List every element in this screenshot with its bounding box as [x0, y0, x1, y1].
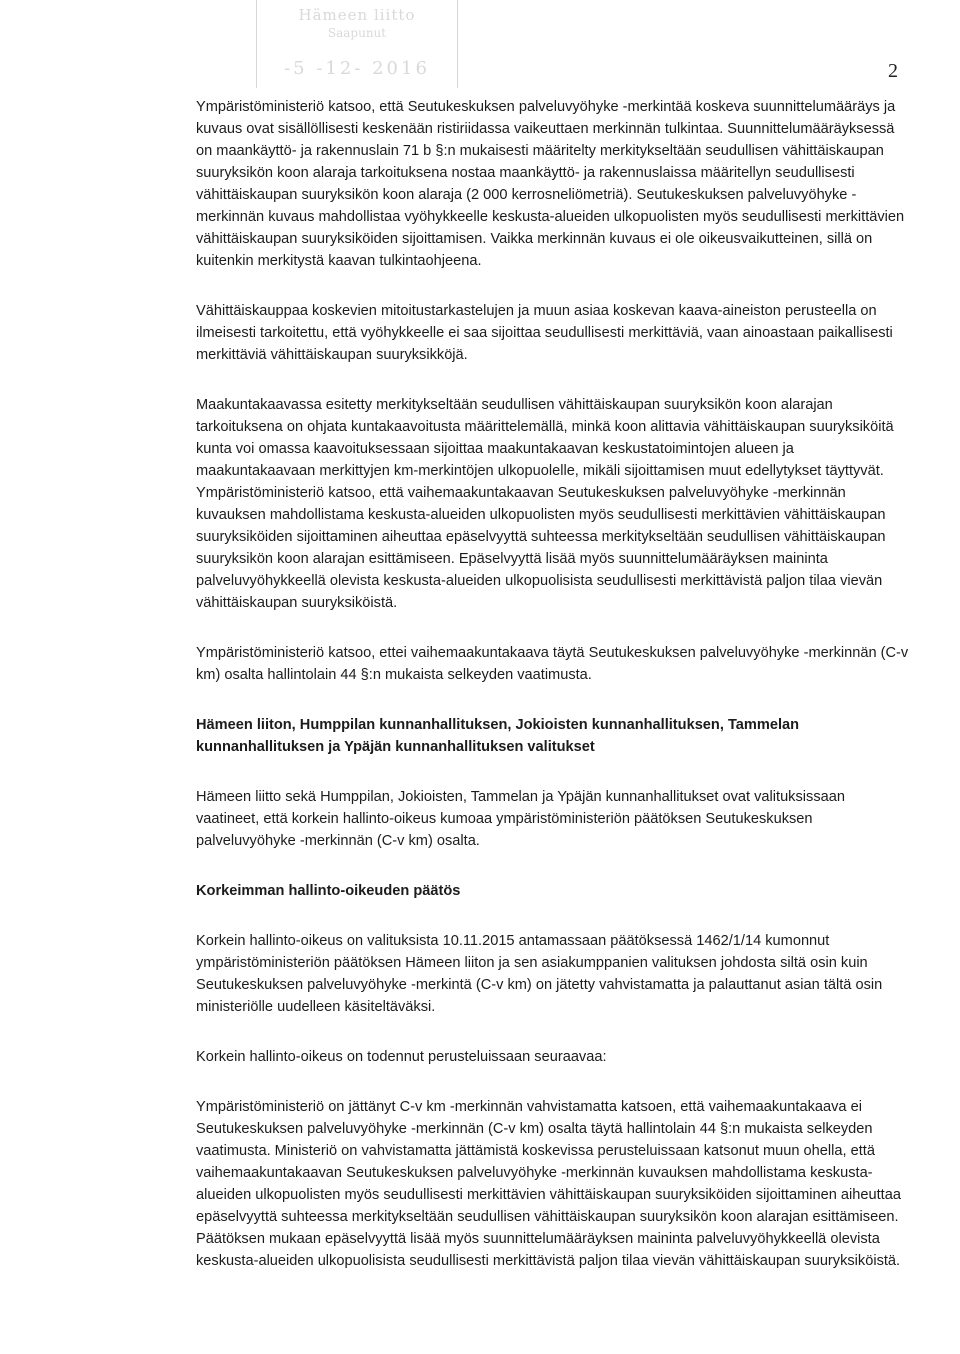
- paragraph: Ympäristöministeriö on jättänyt C-v km -merkinnän vahvistamatta katsoen, että vaihemaakuntakaava ei Seutukeskuksen palveluvyöhyke -merkinnän (C-v km) osalta täytä hallintolain 44 §:n mukaista selkeyden vaatimusta. Ministeriö on vahvistamatta jättämistä koskevissa perusteluissaan katsonut muun ohella, että vaihemaakuntakaavan Seutukeskuksen palveluvyöhyke -merkinnän kuvauksen mahdollistama keskusta-alueiden ulkopuolisten myös seudullisesti merkittävien vähittäiskaupan suuryksiköiden sijoittaminen aiheuttaa epäselvyyttä suhteessa merkitykseltään seudullisen vähittäiskaupan suuryksikön koon alarajan esittämiseen. Päätöksen mukaan epäselvyyttä lisää myös suunnittelumääräyksen maininta palveluvyöhykkeellä olevista keskusta-alueiden ulkopuolisista seudullisesti merkittävistä paljon tilaa vievän vähittäiskaupan suuryksiköistä.: [196, 1099, 901, 1269]
- paragraph: Ympäristöministeriö katsoo, ettei vaihemaakuntakaava täytä Seutukeskuksen palveluvyöhyke -merkinnän (C-v km) osalta hallintolain 44 §:n mukaista selkeyden vaatimusta.: [196, 645, 909, 683]
- paragraph: Ympäristöministeriö katsoo, että Seutukeskuksen palveluvyöhyke -merkintää koskeva suunnittelumääräys ja kuvaus ovat sisällöllisesti keskenään ristiriidassa vaikeuttaen merkinnän tulkintaa. Suunnittelumääräyksessä on maankäyttö- ja rakennuslain 71 b §:n mukaisesti määritelty merkitykseltään seudullisen vähittäiskaupan suuryksikön koon alaraja tarkoituksena nostaa maankäyttö- ja rakennuslaissa määritellyn seudullisesti vähittäiskaupan suuryksikön koon alaraja (2 000 kerrosneliömetriä). Seutukeskuksen palveluvyöhyke -merkinnän kuvaus mahdollistaa vyöhykkeelle keskusta-alueiden ulkopuolisten myös seudullisesti merkittävien vähittäiskaupan suuryksiköiden sijoittamisen. Vaikka merkinnän kuvaus ei ole oikeusvaikutteinen, sillä on kuitenkin merkitystä kaavan tulkintaohjeena.: [196, 99, 905, 269]
- received-stamp: [256, 0, 458, 88]
- paragraph: Vähittäiskauppaa koskevien mitoitustarkastelujen ja muun asiaa koskevan kaava-aineiston perusteella on ilmeisesti tarkoitettu, että vyöhykkeelle ei saa sijoittaa seudullisesti merkittäviä, vaan ainoastaan paikallisesti merkittäviä vähittäiskaupan suuryksikköjä.: [196, 303, 893, 363]
- paragraph: Hämeen liitto sekä Humppilan, Jokioisten, Tammelan ja Ypäjän kunnanhallitukset ovat valituksissaan vaatineet, että korkein hallinto-oikeus kumoaa ympäristöministeriön päätöksen Seutukeskuksen palveluvyöhyke -merkinnän (C-v km) osalta.: [196, 789, 845, 849]
- paragraph: Korkein hallinto-oikeus on todennut perusteluissaan seuraavaa:: [196, 1049, 607, 1065]
- section-heading: Korkeimman hallinto-oikeuden päätös: [196, 883, 461, 899]
- stamp-organization: Hämeen liitto: [298, 6, 416, 24]
- stamp-date: -5 -12- 2016: [284, 58, 430, 79]
- document-body: [196, 96, 912, 1300]
- page-number: 2: [888, 60, 898, 82]
- paragraph: Korkein hallinto-oikeus on valituksista 10.11.2015 antamassaan päätöksessä 1462/1/14 kumonnut ympäristöministeriön päätöksen Hämeen liiton ja sen asiakumppanien valituksen johdosta siltä osin kuin Seutukeskuksen palveluvyöhyke -merkintä (C-v km) on jätetty vahvistamatta ja palauttanut asian tältä osin ministeriölle uudelleen käsiteltäväksi.: [196, 933, 883, 1015]
- paragraph: Maakuntakaavassa esitetty merkitykseltään seudullisen vähittäiskaupan suuryksikön koon alarajan tarkoituksena on ohjata kuntakaavoitusta määrittelemällä, minkä koon alittavia vähittäiskaupan suuryksiköitä kunta voi omassa kaavoituksessaan sijoittaa maakuntakaavan keskustatoimintojen alueen ja maakuntakaavaan merkittyjen km-merkintöjen ulkopuolelle, mikäli sijoittamisen muut edellytykset täyttyvät. Ympäristöministeriö katsoo, että vaihemaakuntakaavan Seutukeskuksen palveluvyöhyke -merkinnän kuvauksen mahdollistama keskusta-alueiden ulkopuolisten myös seudullisesti merkittävien vähittäiskaupan suuryksiköiden sijoittaminen aiheuttaa epäselvyyttä suhteessa merkitykseltään seudullisen vähittäiskaupan suuryksikön koon alarajan esittämiseen. Epäselvyyttä lisää myös suunnittelumääräyksen maininta palveluvyöhykkeellä olevista keskusta-alueiden ulkopuolisista seudullisesti merkittävistä paljon tilaa vievän vähittäiskaupan suuryksiköistä.: [196, 397, 894, 611]
- stamp-received-label: Saapunut: [327, 26, 387, 40]
- section-heading: Hämeen liiton, Humppilan kunnanhallituksen, Jokioisten kunnanhallituksen, Tammelan kunnanhallituksen ja Ypäjän kunnanhallituksen valitukset: [196, 717, 800, 755]
